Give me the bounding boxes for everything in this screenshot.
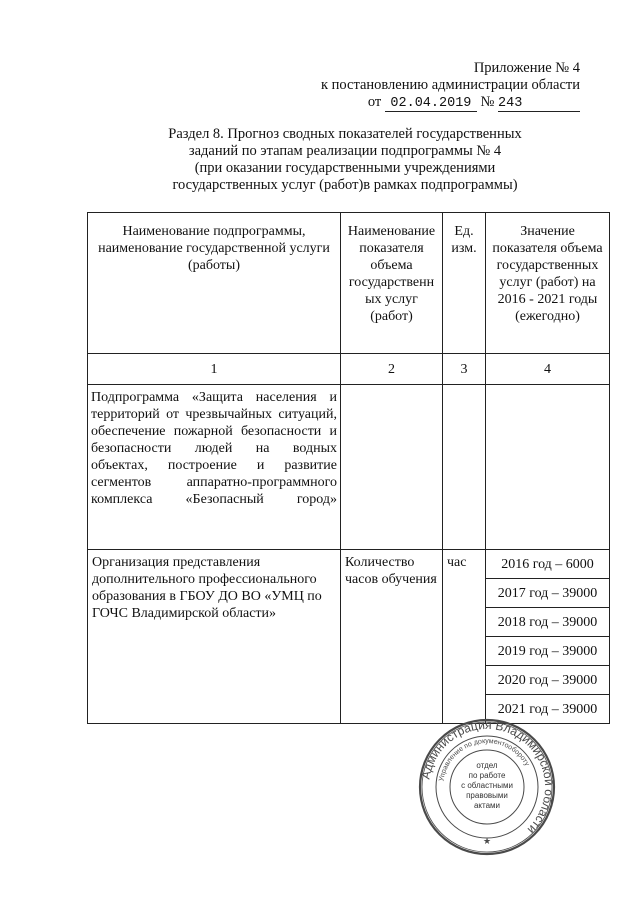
unit-value: час <box>443 550 486 724</box>
stamp-outer-text: Администрация Владимирской области <box>418 718 556 837</box>
table-row-subprogram <box>88 385 610 550</box>
column-number: 2 <box>341 354 443 385</box>
appendix-number: 243 <box>498 96 580 112</box>
stamp-center-line: правовыми <box>466 791 508 800</box>
appendix-subtitle: к постановлению администрации области <box>320 77 580 93</box>
stamp-center-line: отдел <box>476 761 498 770</box>
year-value: 2016 год – 6000 <box>486 550 609 579</box>
appendix-date: 02.04.2019 <box>385 96 477 112</box>
table-row-service <box>88 550 610 724</box>
official-stamp <box>418 718 556 856</box>
section-title-line: заданий по этапам реализации подпрограммы № 4 <box>188 143 502 159</box>
empty-cell <box>341 385 443 550</box>
appendix-date-line <box>321 94 580 112</box>
year-value: 2020 год – 39000 <box>486 666 609 695</box>
forecast-table <box>87 212 610 724</box>
header-value: Значение показателя объема государственных услуг (работ) на 2016 - 2021 годы (ежегодно) <box>486 213 610 354</box>
section-title-line: (при оказании государственными учреждениями <box>194 160 496 176</box>
empty-cell <box>486 385 610 550</box>
subprogram-name: Подпрограмма «Защита населения и территорий от чрезвычайных ситуаций, обеспечение пожарной безопасности и безопасности людей на водных объектах, построение и развитие сегментов аппаратно-программного комплекса «Безопасный город» <box>88 385 341 550</box>
appendix-title: Приложение № 4 <box>473 60 580 76</box>
from-label: от <box>367 94 382 110</box>
year-values <box>486 550 609 723</box>
header-unit: Ед. изм. <box>443 213 486 354</box>
empty-cell <box>443 385 486 550</box>
header-indicator-name: Наименование показателя объема государственн ых услуг (работ) <box>341 213 443 354</box>
service-name: Организация представления дополнительного профессионального образования в ГБОУ ДО ВО «УМЦ по ГОЧС Владимирской области» <box>88 550 341 724</box>
year-values-cell <box>486 550 610 724</box>
section-title <box>140 126 550 194</box>
indicator-name: Количество часов обучения <box>341 550 443 724</box>
appendix-header <box>321 60 580 112</box>
stamp-inner-text: Управление по документообороту <box>438 737 531 782</box>
header-subprogram-name: Наименование подпрограммы, наименование государственной услуги (работы) <box>88 213 341 354</box>
number-label: № <box>480 94 495 110</box>
year-value: 2017 год – 39000 <box>486 579 609 608</box>
section-title-line: Раздел 8. Прогноз сводных показателей государственных <box>168 126 522 142</box>
stamp-center-line: актами <box>473 801 501 810</box>
year-value: 2021 год – 39000 <box>497 701 598 717</box>
table-number-row <box>88 354 610 385</box>
star-icon: ★ <box>482 837 492 847</box>
year-value: 2018 год – 39000 <box>486 608 609 637</box>
year-value: 2019 год – 39000 <box>486 637 609 666</box>
section-title-line: государственных услуг (работ)в рамках подпрограммы) <box>172 177 518 193</box>
column-number: 3 <box>443 354 486 385</box>
stamp-center-line: по работе <box>468 771 506 780</box>
column-number: 4 <box>486 354 610 385</box>
table-header-row <box>88 213 610 354</box>
stamp-center-line: с областными <box>461 781 513 790</box>
column-number: 1 <box>88 354 341 385</box>
